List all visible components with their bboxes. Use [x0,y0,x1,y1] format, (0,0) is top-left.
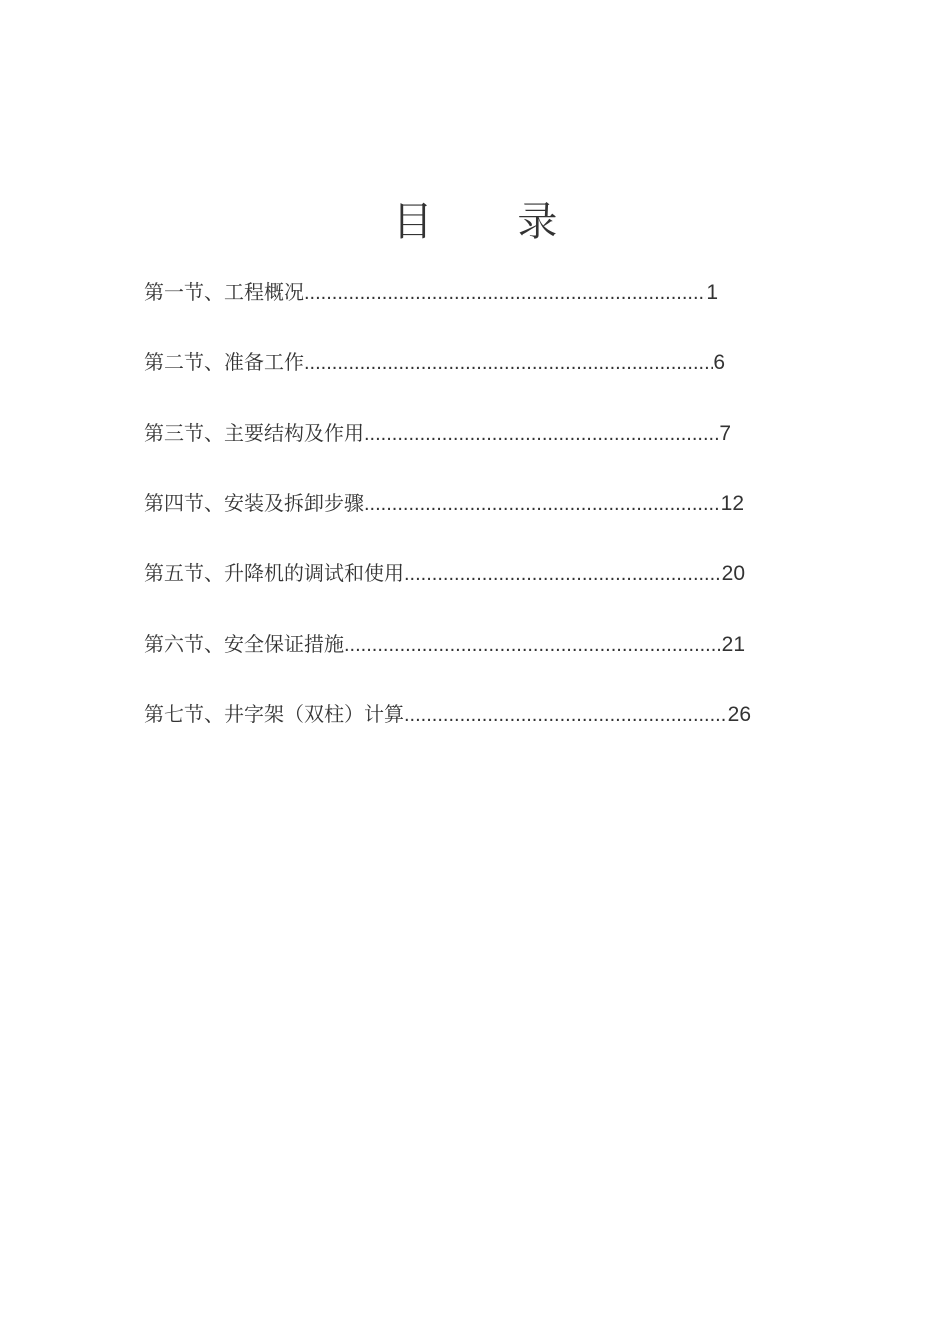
toc-entry-label: 第六节、安全保证措施 [144,632,344,656]
toc-page-number: 26 [727,703,751,726]
toc-page-number: 6 [713,351,725,374]
toc-page-number: 20 [721,562,745,585]
toc-entry-2[interactable] [144,347,725,377]
toc-dot-leader [304,348,713,378]
toc-entry-3[interactable] [144,418,731,448]
toc-entry-label: 第五节、升降机的调试和使用 [144,561,404,585]
toc-page-number: 12 [720,492,744,515]
toc-entry-label: 第二节、准备工作 [144,350,304,374]
toc-dot-leader [344,630,722,660]
toc-entry-label: 第一节、工程概况 [144,280,304,304]
toc-dot-leader [404,559,722,589]
toc-entry-label: 第四节、安装及拆卸步骤 [144,491,364,515]
toc-dot-leader [304,278,706,308]
toc-entry-1[interactable] [144,277,718,307]
page-title: 目 录 [392,199,594,245]
toc-entry-label: 第三节、主要结构及作用 [144,421,364,445]
toc-entry-5[interactable] [144,558,745,588]
toc-page-number: 1 [706,281,718,304]
toc-page-number: 21 [721,633,745,656]
toc-entry-label: 第七节、井字架（双柱）计算 [144,702,404,726]
toc-page-number: 7 [719,422,731,445]
toc-dot-leader [364,489,721,519]
toc-entry-7[interactable] [144,699,751,729]
toc-entry-4[interactable] [144,488,744,518]
toc-dot-leader [404,700,728,730]
toc-dot-leader [364,419,719,449]
toc-entry-6[interactable] [144,629,745,659]
